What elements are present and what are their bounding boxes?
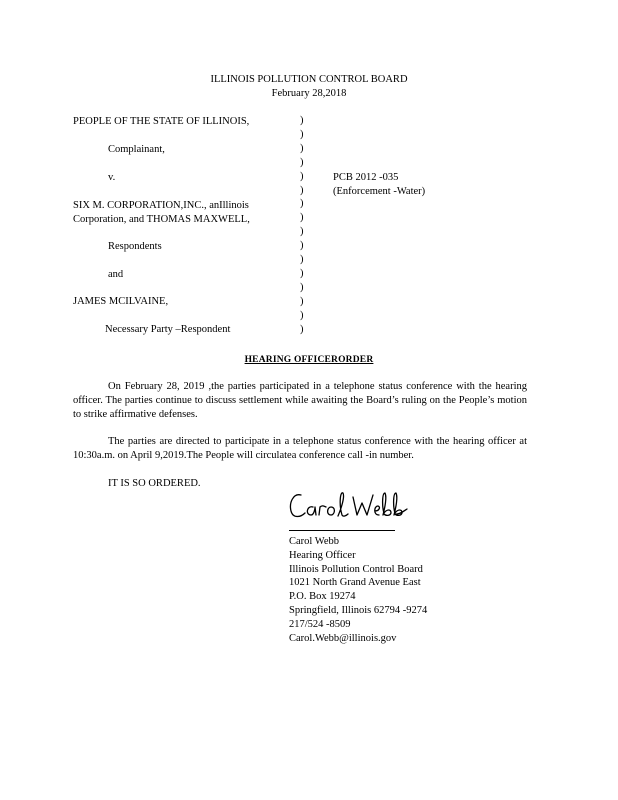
- agency-title: ILLINOIS POLLUTION CONTROL BOARD: [210, 74, 408, 85]
- paren: ): [300, 267, 304, 279]
- and-label: and: [108, 269, 124, 280]
- signature-line: [289, 530, 395, 531]
- party-name: JAMES MCILVAINE,: [73, 296, 169, 307]
- respondent-role: Respondents: [108, 241, 162, 252]
- respondent-name-line2: Corporation, and THOMAS MAXWELL,: [73, 214, 250, 225]
- paren: ): [300, 226, 304, 238]
- order-paragraph-1: On February 28, 2019 ,the parties participated in a telephone status conference with the hearing officer. The parties continue to discuss settlement while awaiting the Board’s ruling on the People’s motion to strike affirmative defenses.: [73, 381, 527, 420]
- case-type: (Enforcement -Water): [333, 186, 426, 197]
- paren: ): [300, 156, 304, 168]
- signer-organization: Illinois Pollution Control Board: [289, 563, 423, 575]
- versus-label: v.: [108, 172, 116, 183]
- paren: ): [300, 323, 304, 335]
- signer-name: Carol Webb: [289, 536, 339, 547]
- signer-phone: 217/524 -8509: [289, 618, 351, 630]
- signer-address-line2: P.O. Box 19274: [289, 591, 356, 603]
- document-date: February 28,2018: [271, 88, 347, 99]
- respondent-name-line1: SIX M. CORPORATION,INC., anIllinois: [73, 200, 249, 211]
- signer-email: Carol.Webb@illinois.gov: [289, 632, 397, 644]
- complainant-role: Complainant,: [108, 144, 165, 155]
- order-paragraph-2: The parties are directed to participate in a telephone status conference with the hearing officer at 10:30a.m. on April 9,2019.The People will circulatea conference call -in number.: [73, 436, 527, 461]
- paren: ): [300, 184, 304, 196]
- case-number: PCB 2012 -035: [333, 172, 399, 183]
- caption-parentheses: [300, 114, 304, 337]
- signer-address-line1: 1021 North Grand Avenue East: [289, 577, 421, 589]
- signer-city: Springfield, Illinois 62794 -9274: [289, 604, 428, 616]
- handwritten-signature: [287, 489, 413, 525]
- paren: ): [300, 212, 304, 224]
- paren: ): [300, 142, 304, 154]
- paren: ): [300, 254, 304, 266]
- paren: ): [300, 115, 304, 126]
- paren: ): [300, 240, 304, 252]
- paren: ): [300, 309, 304, 321]
- party-role: Necessary Party –Respondent: [105, 324, 231, 335]
- complainant-name: PEOPLE OF THE STATE OF ILLINOIS,: [73, 116, 250, 127]
- signer-title: Hearing Officer: [289, 549, 356, 561]
- paren: ): [300, 198, 304, 210]
- paren: ): [300, 281, 304, 293]
- so-ordered: IT IS SO ORDERED.: [108, 478, 201, 489]
- paren: ): [300, 295, 304, 307]
- order-title: HEARING OFFICERORDER: [244, 355, 374, 365]
- paren: ): [300, 128, 304, 140]
- signature-block: [289, 535, 427, 645]
- paren: ): [300, 170, 304, 182]
